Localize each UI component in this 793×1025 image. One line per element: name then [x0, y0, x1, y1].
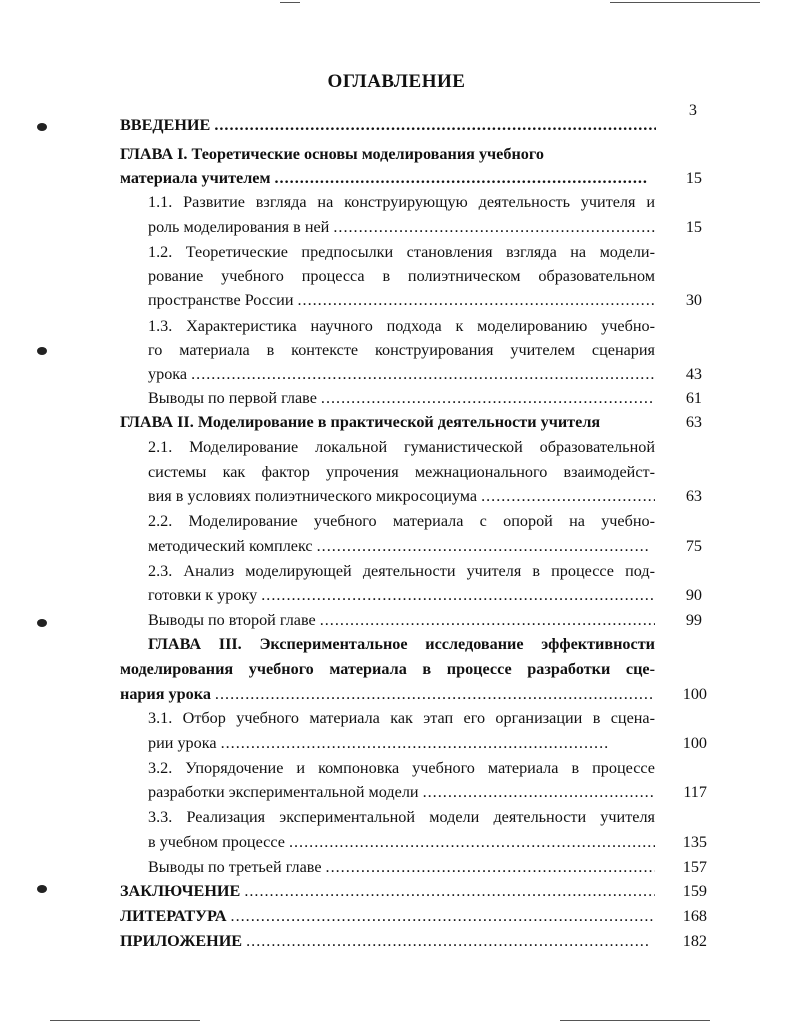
- page-number: 63: [685, 487, 702, 505]
- toc-entry-1-2-cont: рование учебного процесса в полиэтническом образовательном: [148, 267, 655, 285]
- leader-dots: [423, 780, 653, 804]
- toc-entry-2-3: 2.3. Анализ моделирующей деятельности учителя в процессе под-: [148, 562, 655, 580]
- page-number: 135: [682, 833, 707, 851]
- toc-entry-label: ВВЕДЕНИЕ: [120, 116, 211, 134]
- toc-entry-conclusions-1: Выводы по первой главе .....: [148, 386, 655, 410]
- scan-edge-line: [50, 1020, 200, 1021]
- toc-entry-2-1: 2.1. Моделирование локальной гуманистической образовательной: [148, 438, 655, 456]
- page-number: 159: [682, 882, 707, 900]
- page-number: 43: [685, 365, 702, 383]
- toc-entry-3-1: 3.1. Отбор учебного материала как этап его организации в сцена-: [148, 709, 655, 727]
- toc-entry-3-1-cont: рии урока .....: [148, 731, 608, 755]
- toc-entry-literature: ЛИТЕРАТУРА .....: [120, 904, 655, 928]
- leader-dots: [481, 484, 655, 508]
- leader-dots: [289, 830, 655, 854]
- page-number: 15: [685, 169, 702, 187]
- toc-entry-1-3-cont: урока .....: [148, 362, 655, 386]
- page-number: 100: [682, 734, 707, 752]
- toc-entry-chapter-3: ГЛАВА III. Экспериментальное исследование эффективности: [148, 635, 655, 653]
- toc-entry-conclusions-2: Выводы по второй главе .....: [148, 608, 655, 632]
- leader-dots: [333, 215, 655, 239]
- page-number: 75: [685, 537, 702, 555]
- scan-edge-line: [280, 2, 300, 3]
- leader-dots: [231, 904, 655, 928]
- page-number: 100: [682, 685, 707, 703]
- toc-entry-1-2: 1.2. Теоретические предпосылки становления взгляда на модели-: [148, 243, 655, 261]
- leader-dots: [214, 113, 656, 137]
- toc-entry-chapter-3-cont: нария урока .....: [120, 682, 655, 706]
- toc-entry-3-3-cont: в учебном процессе .....: [148, 830, 655, 854]
- leader-dots: [261, 583, 655, 607]
- toc-entry-conclusion: ЗАКЛЮЧЕНИЕ .....: [120, 879, 655, 903]
- leader-dots: [275, 166, 649, 190]
- toc-entry-2-1-cont: вия в условиях полиэтнического микросоциума .....: [148, 484, 655, 508]
- leader-dots: [321, 386, 655, 410]
- toc-entry-1-3-cont: го материала в контексте конструирования учителем сценария: [148, 341, 655, 359]
- leader-dots: [191, 362, 655, 386]
- page-number: 90: [685, 586, 702, 604]
- toc-entry-1-2-cont: пространстве России .....: [148, 288, 655, 312]
- page-number: 117: [683, 783, 707, 801]
- page-number: 63: [685, 413, 702, 431]
- binder-hole-mark: [37, 347, 47, 355]
- leader-dots: [221, 731, 608, 755]
- toc-entry-2-1-cont: системы как фактор упрочения межнационального взаимодейст-: [148, 463, 655, 481]
- page-title: ОГЛАВЛЕНИЕ: [327, 71, 466, 92]
- toc-entry-3-3: 3.3. Реализация экспериментальной модели деятельности учителя: [148, 808, 655, 826]
- leader-dots: [215, 682, 655, 706]
- leader-dots: [317, 534, 648, 558]
- page-number: 168: [682, 907, 707, 925]
- toc-entry-2-3-cont: готовки к уроку .....: [148, 583, 655, 607]
- leader-dots: [326, 855, 655, 879]
- leader-dots: [297, 288, 655, 312]
- toc-entry-intro: [120, 113, 656, 137]
- toc-entry-conclusions-3: Выводы по третьей главе .....: [148, 855, 655, 879]
- toc-entry-chapter-1: ГЛАВА I. Теоретические основы моделирования учебного: [120, 145, 544, 163]
- page-number: 30: [685, 291, 702, 309]
- page-number: 61: [685, 389, 702, 407]
- toc-entry-3-2: 3.2. Упорядочение и компоновка учебного материала в процессе: [148, 759, 655, 777]
- toc-entry-1-1: 1.1. Развитие взгляда на конструирующую деятельность учителя и: [148, 193, 655, 211]
- binder-hole-mark: [37, 619, 47, 627]
- page-number: 99: [685, 611, 702, 629]
- toc-entry-2-2: 2.2. Моделирование учебного материала с опорой на учебно-: [148, 512, 655, 530]
- toc-entry-1-1-cont: роль моделирования в ней .....: [148, 215, 655, 239]
- leader-dots: [244, 879, 655, 903]
- page-number: 157: [682, 858, 707, 876]
- binder-hole-mark: [37, 123, 47, 131]
- scan-edge-line: [560, 1020, 710, 1021]
- toc-entry-2-2-cont: методический комплекс .....: [148, 534, 648, 558]
- toc-entry-chapter-2: ГЛАВА II. Моделирование в практической деятельности учителя: [120, 413, 601, 431]
- toc-entry-appendix: ПРИЛОЖЕНИЕ .....: [120, 929, 650, 953]
- toc-entry-chapter-1-cont: материала учителем .....: [120, 166, 648, 190]
- page-number: 3: [688, 101, 697, 119]
- page-number: 182: [682, 932, 707, 950]
- leader-dots: [246, 929, 650, 953]
- page-number: 15: [685, 218, 702, 236]
- toc-entry-chapter-3-cont: моделирования учебного материала в процессе разработки сце-: [120, 660, 655, 678]
- leader-dots: [320, 608, 655, 632]
- toc-entry-1-3: 1.3. Характеристика научного подхода к моделированию учебно-: [148, 317, 655, 335]
- binder-hole-mark: [37, 885, 47, 893]
- toc-entry-3-2-cont: разработки экспериментальной модели .....: [148, 780, 653, 804]
- scan-edge-line: [610, 2, 760, 3]
